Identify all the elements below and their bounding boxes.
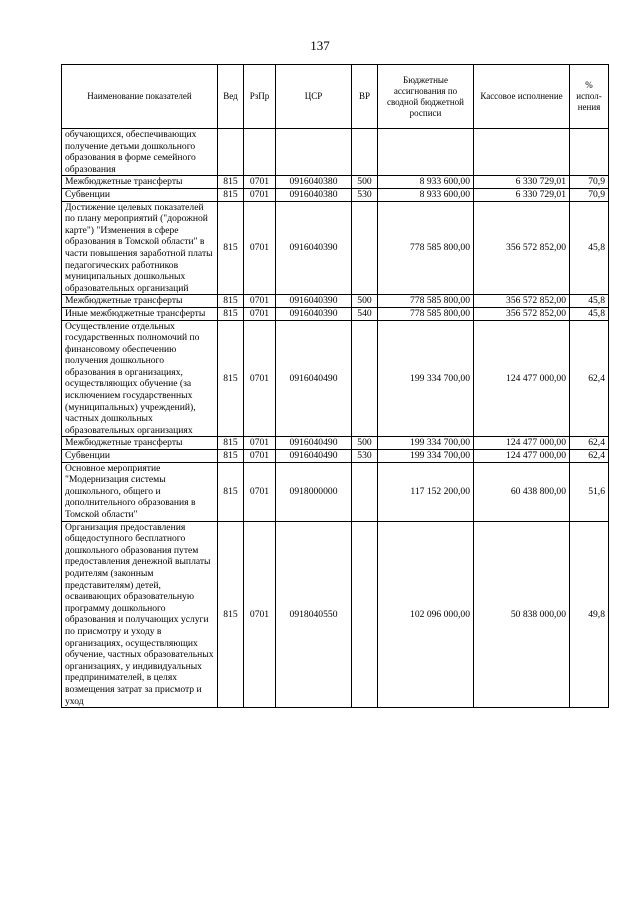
row-ved: 815 bbox=[218, 437, 244, 450]
table-row bbox=[62, 462, 609, 521]
row-rzpr: 0701 bbox=[244, 176, 276, 189]
row-percent: 70,9 bbox=[570, 176, 609, 189]
row-csr: 0918040550 bbox=[276, 521, 352, 708]
page-number: 137 bbox=[310, 38, 330, 53]
row-cash: 356 572 852,00 bbox=[474, 295, 570, 308]
row-rzpr: 0701 bbox=[244, 450, 276, 463]
row-ved: 815 bbox=[218, 295, 244, 308]
row-budget: 778 585 800,00 bbox=[378, 201, 474, 295]
row-name: Осуществление отдельных государственных полномочий по финансовому обеспечению получения дошкольного образования в организациях, осуществляющих обучение (за исключением государственных (муниципальных) учреждений), частных дошкольных образовательных организациях bbox=[62, 320, 218, 437]
row-vr bbox=[352, 201, 378, 295]
row-vr bbox=[352, 462, 378, 521]
row-percent: 62,4 bbox=[570, 450, 609, 463]
row-ved: 815 bbox=[218, 450, 244, 463]
row-percent: 45,8 bbox=[570, 295, 609, 308]
row-percent bbox=[570, 129, 609, 176]
row-budget: 199 334 700,00 bbox=[378, 320, 474, 437]
row-rzpr: 0701 bbox=[244, 437, 276, 450]
row-rzpr: 0701 bbox=[244, 521, 276, 708]
row-cash bbox=[474, 129, 570, 176]
table-row bbox=[62, 437, 609, 450]
row-budget: 778 585 800,00 bbox=[378, 295, 474, 308]
row-rzpr: 0701 bbox=[244, 462, 276, 521]
row-csr: 0916040390 bbox=[276, 201, 352, 295]
row-vr: 540 bbox=[352, 307, 378, 320]
table-header-row bbox=[62, 65, 609, 129]
row-cash: 356 572 852,00 bbox=[474, 307, 570, 320]
row-name: Субвенции bbox=[62, 450, 218, 463]
table-row bbox=[62, 188, 609, 201]
header-cash: Кассовое исполнение bbox=[474, 65, 570, 129]
table-row bbox=[62, 201, 609, 295]
row-rzpr: 0701 bbox=[244, 201, 276, 295]
row-csr: 0916040490 bbox=[276, 450, 352, 463]
row-csr: 0916040380 bbox=[276, 176, 352, 189]
row-percent: 45,8 bbox=[570, 201, 609, 295]
row-name: обучающихся, обеспечивающих получение детьми дошкольного образования в форме семейного образования bbox=[62, 129, 218, 176]
row-budget: 199 334 700,00 bbox=[378, 437, 474, 450]
row-vr bbox=[352, 521, 378, 708]
row-ved: 815 bbox=[218, 307, 244, 320]
row-csr: 0916040490 bbox=[276, 320, 352, 437]
row-ved: 815 bbox=[218, 521, 244, 708]
row-name: Межбюджетные трансферты bbox=[62, 295, 218, 308]
row-budget bbox=[378, 129, 474, 176]
row-budget: 8 933 600,00 bbox=[378, 188, 474, 201]
row-cash: 124 477 000,00 bbox=[474, 450, 570, 463]
row-cash: 124 477 000,00 bbox=[474, 437, 570, 450]
table-row bbox=[62, 295, 609, 308]
row-csr bbox=[276, 129, 352, 176]
row-csr: 0916040390 bbox=[276, 295, 352, 308]
row-name: Межбюджетные трансферты bbox=[62, 437, 218, 450]
row-vr: 500 bbox=[352, 437, 378, 450]
row-vr bbox=[352, 320, 378, 437]
row-cash: 50 838 000,00 bbox=[474, 521, 570, 708]
row-rzpr: 0701 bbox=[244, 307, 276, 320]
row-ved: 815 bbox=[218, 176, 244, 189]
row-percent: 51,6 bbox=[570, 462, 609, 521]
row-name: Основное мероприятие "Модернизация системы дошкольного, общего и дополнительного образования в Томской области" bbox=[62, 462, 218, 521]
row-ved: 815 bbox=[218, 320, 244, 437]
row-budget: 8 933 600,00 bbox=[378, 176, 474, 189]
row-cash: 6 330 729,01 bbox=[474, 176, 570, 189]
row-name: Субвенции bbox=[62, 188, 218, 201]
table-row bbox=[62, 320, 609, 437]
header-ved: Вед bbox=[218, 65, 244, 129]
row-vr: 500 bbox=[352, 295, 378, 308]
header-vr: ВР bbox=[352, 65, 378, 129]
row-csr: 0916040380 bbox=[276, 188, 352, 201]
header-name: Наименование показателей bbox=[62, 65, 218, 129]
row-budget: 778 585 800,00 bbox=[378, 307, 474, 320]
table-row bbox=[62, 129, 609, 176]
table-row bbox=[62, 307, 609, 320]
row-name: Организация предоставления общедоступного бесплатного дошкольного образования путем предоставления денежной выплаты родителям (законным представителям) детей, осваивающих образовательную программу дошкольного образования и получающих услуги по присмотру и уходу в организациях, осуществляющих обучение, частных образовательных организациях, у индивидуальных предпринимателей, в целях возмещения затрат за присмотр и уход bbox=[62, 521, 218, 708]
row-budget: 117 152 200,00 bbox=[378, 462, 474, 521]
row-rzpr: 0701 bbox=[244, 295, 276, 308]
row-rzpr: 0701 bbox=[244, 320, 276, 437]
row-csr: 0916040490 bbox=[276, 437, 352, 450]
table-row bbox=[62, 521, 609, 708]
row-name: Иные межбюджетные трансферты bbox=[62, 307, 218, 320]
header-budget: Бюджетные ассигнования по сводной бюджетной росписи bbox=[378, 65, 474, 129]
row-percent: 45,8 bbox=[570, 307, 609, 320]
row-cash: 6 330 729,01 bbox=[474, 188, 570, 201]
table-row bbox=[62, 450, 609, 463]
row-ved: 815 bbox=[218, 462, 244, 521]
row-percent: 70,9 bbox=[570, 188, 609, 201]
row-percent: 49,8 bbox=[570, 521, 609, 708]
row-percent: 62,4 bbox=[570, 437, 609, 450]
row-csr: 0916040390 bbox=[276, 307, 352, 320]
row-ved: 815 bbox=[218, 188, 244, 201]
row-vr: 530 bbox=[352, 188, 378, 201]
header-csr: ЦСР bbox=[276, 65, 352, 129]
row-budget: 102 096 000,00 bbox=[378, 521, 474, 708]
table-row bbox=[62, 176, 609, 189]
row-vr: 530 bbox=[352, 450, 378, 463]
header-rzpr: РзПр bbox=[244, 65, 276, 129]
row-budget: 199 334 700,00 bbox=[378, 450, 474, 463]
row-cash: 356 572 852,00 bbox=[474, 201, 570, 295]
row-rzpr bbox=[244, 129, 276, 176]
row-ved bbox=[218, 129, 244, 176]
row-vr: 500 bbox=[352, 176, 378, 189]
row-csr: 0918000000 bbox=[276, 462, 352, 521]
row-vr bbox=[352, 129, 378, 176]
row-name: Межбюджетные трансферты bbox=[62, 176, 218, 189]
row-ved: 815 bbox=[218, 201, 244, 295]
row-rzpr: 0701 bbox=[244, 188, 276, 201]
budget-execution-table bbox=[61, 64, 609, 708]
row-percent: 62,4 bbox=[570, 320, 609, 437]
row-cash: 60 438 800,00 bbox=[474, 462, 570, 521]
row-name: Достижение целевых показателей по плану мероприятий ("дорожной карте") "Изменения в сфере образования в Томской области" в части повышения заработной платы педагогических работников муниципальных дошкольных образовательных организаций bbox=[62, 201, 218, 295]
row-cash: 124 477 000,00 bbox=[474, 320, 570, 437]
header-percent: % испол-нения bbox=[570, 65, 609, 129]
